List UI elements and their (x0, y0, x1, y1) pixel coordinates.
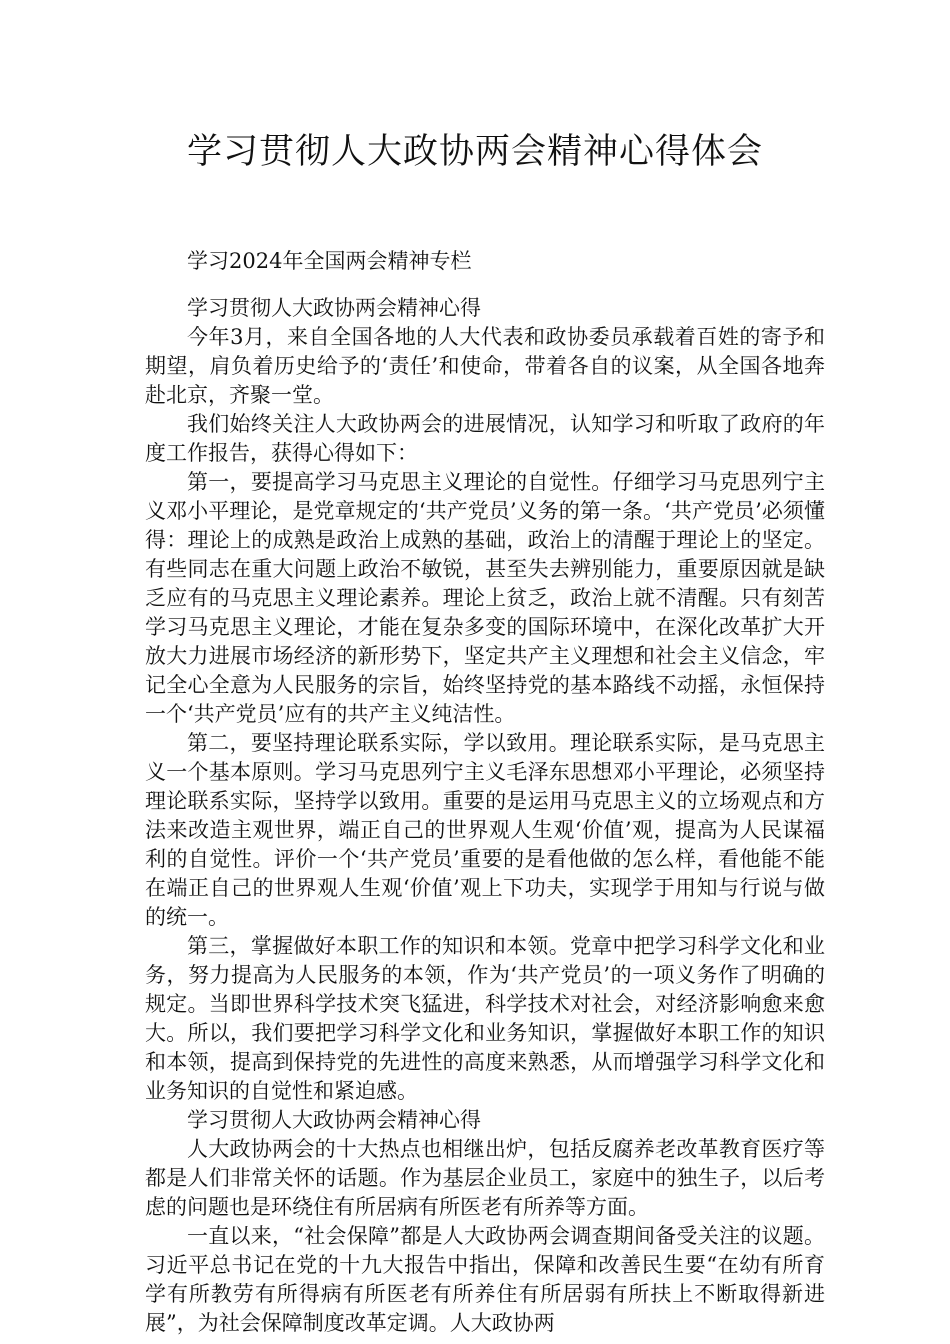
body-paragraph: 一直以来，“社会保障”都是人大政协两会调查期间备受关注的议题。习近平总书记在党的十九大报告中指出，保障和改善民生要“在幼有所育学有所教劳有所得病有所医老有所养住有所居弱有所扶上不断取得新进展”，为社会保障制度改革定调。人大政协两 (145, 1224, 825, 1335)
section-heading: 学习贯彻人大政协两会精神心得 (187, 296, 481, 320)
body-paragraph: 今年3月，来自全国各地的人大代表和政协委员承载着百姓的寄予和期望，肩负着历史给予的‘责任’和使命，带着各自的议案，从全国各地奔赴北京，齐聚一堂。 (145, 325, 825, 407)
body-paragraph: 第一，要提高学习马克思主义理论的自觉性。仔细学习马克思列宁主义邓小平理论，是党章规定的‘共产党员’义务的第一条。‘共产党员’必须懂得：理论上的成熟是政治上成熟的基础，政治上的清醒于理论上的坚定。有些同志在重大问题上政治不敏锐，甚至失去辨别能力，重要原因就是缺乏应有的马克思主义理论素养。理论上贫乏，政治上就不清醒。只有刻苦学习马克思主义理论，才能在复杂多变的国际环境中，在深化改革扩大开放大力进展市场经济的新形势下，坚定共产主义理想和社会主义信念，牢记全心全意为人民服务的宗旨，始终坚持党的基本路线不动摇，永恒保持一个‘共产党员’应有的共产主义纯洁性。 (145, 470, 825, 726)
body-paragraph: 第三，掌握做好本职工作的知识和本领。党章中把学习科学文化和业务，努力提高为人民服务的本领，作为‘共产党员’的一项义务作了明确的规定。当即世界科学技术突飞猛进，科学技术对社会，对经济影响愈来愈大。所以，我们要把学习科学文化和业务知识，掌握做好本职工作的知识和本领，提高到保持党的先进性的高度来熟悉，从而增强学习科学文化和业务知识的自觉性和紧迫感。 (145, 934, 825, 1103)
column-label: 学习2024年全国两会精神专栏 (187, 249, 472, 273)
body-paragraph: 人大政协两会的十大热点也相继出炉，包括反腐养老改革教育医疗等都是人们非常关怀的话题。作为基层企业员工，家庭中的独生子，以后考虑的问题也是环绕住有所居病有所医老有所养等方面。 (145, 1137, 825, 1219)
column-label-block (145, 247, 825, 276)
document-body (145, 294, 825, 1338)
section-heading: 学习贯彻人大政协两会精神心得 (187, 1108, 481, 1132)
document-title: 学习贯彻人大政协两会精神心得体会 (186, 132, 763, 172)
body-paragraph: 我们始终关注人大政协两会的进展情况，认知学习和听取了政府的年度工作报告，获得心得如下： (145, 412, 825, 465)
body-paragraph: 第二，要坚持理论联系实际，学以致用。理论联系实际，是马克思主义一个基本原则。学习马克思列宁主义毛泽东思想邓小平理论，必须坚持理论联系实际，坚持学以致用。重要的是运用马克思主义的立场观点和方法来改造主观世界，端正自己的世界观人生观‘价值’观，提高为人民谋福利的自觉性。评价一个‘共产党员’重要的是看他做的怎么样，看他能不能在端正自己的世界观人生观‘价值’观上下功夫，实现学于用知与行说与做的统一。 (145, 731, 825, 929)
